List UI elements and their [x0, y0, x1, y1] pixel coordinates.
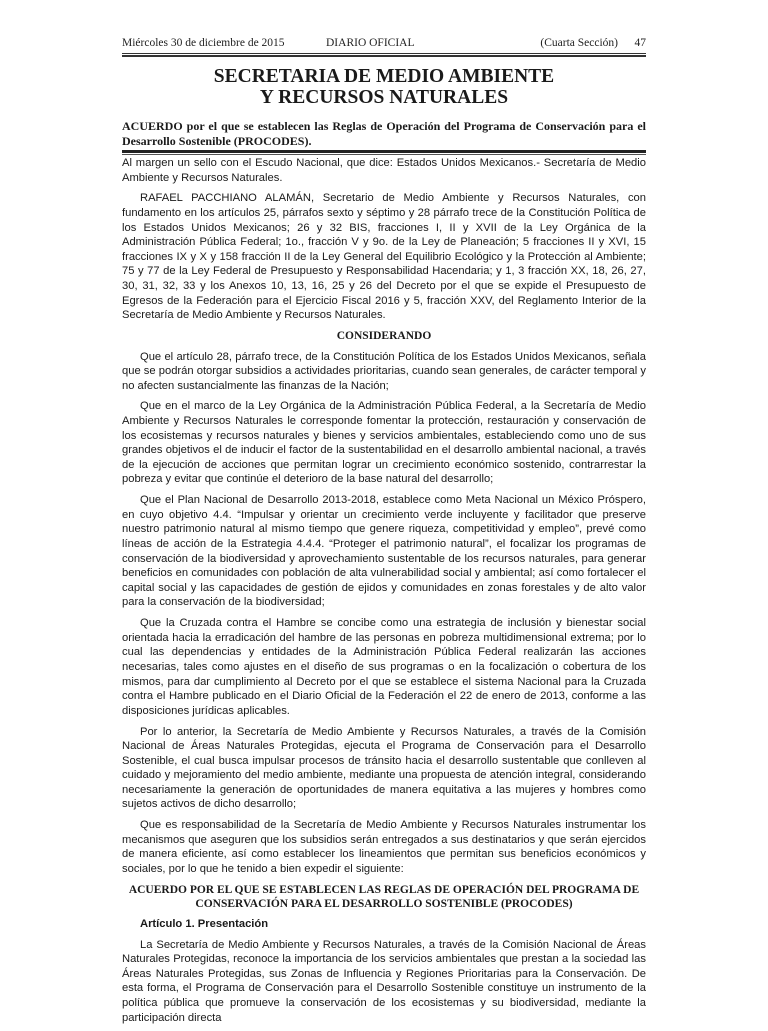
considerando-paragraph: Por lo anterior, la Secretaría de Medio Ambiente y Recursos Naturales, a través de la Comisión Nacional de Áreas Naturales Protegidas, ejecuta el Programa de Conservación para el Desarrollo Sostenible, el cual busca impulsar procesos de tránsito hacia el desarrollo sustentable que conlleven al cuidado y mejoramiento del medio ambiente, mediante una propuesta de atención integral, considerando necesariamente la generación de oportunidades de manera equitativa a las mujeres y hombres como sujetos activos de dicho desarrollo; [122, 725, 646, 811]
agency-title [122, 66, 646, 108]
preamble-paragraph: RAFAEL PACCHIANO ALAMÁN, Secretario de Medio Ambiente y Recursos Naturales, con fundamento en los artículos 25, párrafos sexto y séptimo y 28 párrafo trece de la Constitución Política de los Estados Unidos Mexicanos; 26 y 32 BIS, fracciones I, II y XVII de la Ley Orgánica de la Administración Pública Federal; 1o., fracción V y 9o. de la Ley de Planeación; 5 fracciones II y XVI, 15 fracciones IX y X y 158 fracción II de la Ley General del Equilibrio Ecológico y la Protección al Ambiente; 75 y 77 de la Ley Federal de Presupuesto y Responsabilidad Hacendaria; y 1, 3 fracción XX, 18, 26, 27, 30, 31, 32, 33 y los Anexos 10, 13, 16, 25 y 26 del Decreto por el que se expide el Presupuesto de Egresos de la Federación para el Ejercicio Fiscal 2016 y 5, fracción XXV, del Reglamento Interior de la Secretaría de Medio Ambiente y Recursos Naturales. [122, 192, 646, 322]
considerando-paragraph: Que en el marco de la Ley Orgánica de la Administración Pública Federal, a la Secretaría de Medio Ambiente y Recursos Naturales le corresponde fomentar la protección, restauración y conservación de los ecosistemas y recursos naturales y bienes y servicios ambientales, estableciendo como uno de sus grandes objetivos el de inducir el factor de la sustentabilidad en el desarrollo ambiental nacional, a través de la ejecución de acciones que permitan lograr un crecimiento económico sostenido, contrarrestar la pobreza y evitar que continúe el deterioro de la base natural del desarrollo; [122, 400, 646, 486]
header-divider [122, 53, 646, 57]
considerando-paragraph: Que es responsabilidad de la Secretaría de Medio Ambiente y Recursos Naturales instrumentar los mecanismos que aseguren que los subsidios serán entregados a sus destinatarios y que serán ejercidos de manera eficiente, así como establecer los lineamientos que permitan sus beneficios económicos y sociales, por lo que he tenido a bien expedir el siguiente: [122, 819, 646, 876]
seal-paragraph: Al margen un sello con el Escudo Nacional, que dice: Estados Unidos Mexicanos.- Secretaría de Medio Ambiente y Recursos Naturales. [122, 157, 646, 184]
considerando-paragraph: Que la Cruzada contra el Hambre se concibe como una estrategia de inclusión y bienestar social orientada hacia la erradicación del hambre de las personas en pobreza multidimensional extrema; por lo cual las dependencias y entidades de la Administración Pública Federal realizarán las acciones necesarias, tales como ajustes en el diseño de sus programas o en la focalización o cobertura de los mismos, para dar cumplimiento al Decreto por el que se establece el sistema Nacional para la Cruzada contra el Hambre publicado en el Diario Oficial de la Federación el 22 de enero de 2013, conforme a las disposiciones jurídicas aplicables. [122, 617, 646, 717]
agency-title-line-2: Y RECURSOS NATURALES [259, 87, 509, 108]
article-heading: Artículo 1. Presentación [140, 918, 269, 930]
publication-name: DIARIO OFICIAL [326, 37, 415, 49]
decree-title: ACUERDO por el que se establecen las Reglas de Operación del Programa de Conservación para el Desarrollo Sostenible (PROCODES). [122, 119, 646, 148]
publication-date: Miércoles 30 de diciembre de 2015 [122, 37, 285, 49]
page-number: 47 [634, 37, 646, 49]
title-divider [122, 150, 646, 155]
considerando-heading: CONSIDERANDO [336, 329, 432, 342]
article-paragraph: La Secretaría de Medio Ambiente y Recursos Naturales, a través de la Comisión Nacional de Áreas Naturales Protegidas, reconoce la importancia de los servicios ambientales que prestan a la sociedad las Áreas Naturales Protegidas, sus Zonas de Influencia y Regiones Prioritarias para la Conservación. De esta forma, el Programa de Conservación para el Desarrollo Sostenible constituye un instrumento de la política pública que promueve la conservación de los ecosistemas y su biodiversidad, mediante la participación directa [122, 938, 646, 1024]
section-label: (Cuarta Sección) [540, 37, 618, 49]
running-header [122, 37, 646, 51]
agency-title-line-1: SECRETARIA DE MEDIO AMBIENTE [213, 66, 555, 87]
decree-heading: ACUERDO POR EL QUE SE ESTABLECEN LAS REGLAS DE OPERACIÓN DEL PROGRAMA DE CONSERVACIÓN PARA EL DESARROLLO SOSTENIBLE (PROCODES) [128, 883, 640, 911]
considerando-paragraph: Que el artículo 28, párrafo trece, de la Constitución Política de los Estados Unidos Mexicanos, señala que se podrán otorgar subsidios a actividades prioritarias, cuando sean generales, de carácter temporal y no afecten sustancialmente las finanzas de la Nación; [122, 350, 646, 392]
considerando-paragraph: Que el Plan Nacional de Desarrollo 2013-2018, establece como Meta Nacional un México Próspero, en cuyo objetivo 4.4. “Impulsar y orientar un crecimiento verde incluyente y facilitador que preserve nuestro patrimonio natural al mismo tiempo que genere riqueza, competitividad y empleo”, prevé como líneas de acción de la Estrategia 4.4.4. “Proteger el patrimonio natural”, el focalizar los programas de conservación de la biodiversidad y aprovechamiento sustentable de los recursos naturales, para generar beneficios en comunidades con población de alta vulnerabilidad social y ambiental; así como fortalecer el capital social y las capacidades de gestión de ejidos y comunidades en zonas forestales y de alto valor para la conservación de la biodiversidad; [122, 494, 646, 609]
document-body [122, 156, 646, 1031]
